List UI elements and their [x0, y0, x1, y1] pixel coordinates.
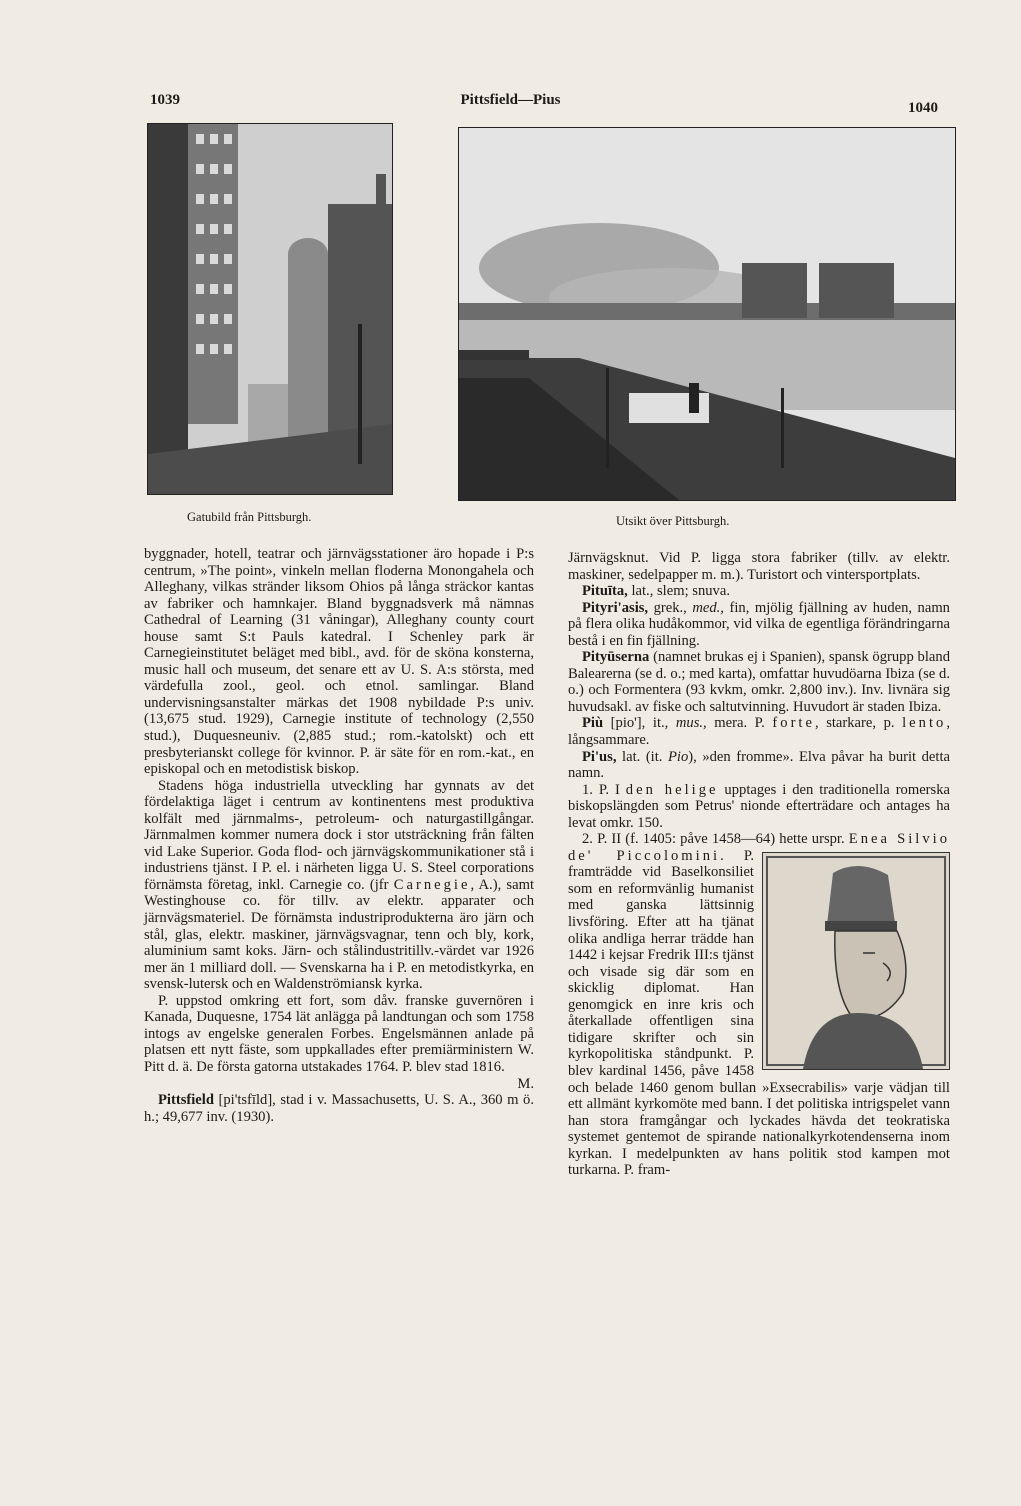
page-number-left: 1039: [150, 92, 180, 108]
entry-pityriasis: [568, 600, 950, 650]
pittsfield-text: [pi'tsfīld], stad i v. Massachusetts, U. S. A., 360 m ö. h.; 49,677 inv. (1930).: [144, 1092, 534, 1125]
right-photo-caption: Utsikt över Pittsburgh.: [616, 514, 730, 528]
pius-pre: lat. (it.: [622, 748, 663, 765]
pityriasis-pre: grek.,: [653, 599, 687, 616]
left-photo-caption: Gatubild från Pittsburgh.: [187, 510, 312, 524]
pius-ii-portrait: [762, 852, 950, 1070]
pius2-text: . P. framträdde vid Baselkonsiliet som en reformvänlig humanist med ganska lättsinnig livsföring. Efter att ha tjänat olika andliga herrar trädde han 1442 i kejsar Fredrik III:s tjänst och visade sig där som en skicklig diplomat. Han genomgick en inre kris och återkallade offentligen sina tidigare skrifter och sin kyrkopolitiska ståndpunkt. P. blev kardinal 1456, påve 1458 och belade 1460 genom bullan »Exsecrabilis» varje vädjan till ett allmänt kyrkomöte med bann. I det politiska intrigspelet vann han stora framgångar och lyckades hävda det teokratiska systemet gentemot de spirande nationalkyrkotendenserna inom kyrkan. I medelpunkten av hans politik stod kampen mot turkarna. P. fram-: [568, 847, 950, 1179]
pityriasis-field: med.,: [692, 599, 724, 616]
river-view-drawing: [459, 128, 955, 500]
street-photo: [147, 123, 393, 495]
paragraph-industry: [144, 778, 534, 993]
piu-mid2: , starkare, p.: [814, 715, 895, 732]
industry-text: Stadens höga industriella utveckling har gynnats av det fördelaktiga läget i centrum av kontinentens mest produktiva kolfält med järnmalms-, petroleum- och naturgastillgångar. Järnmalmen kommer numera dock i stor utsträckning från fälten vid Lake Superior. Goda flod- och järnvägskommunikationer stå i industriens tjänst. I P. el. i närheten ligga U. S. Steel corporations förnämsta företag, inkl. Carnegie co. (jfr: [144, 777, 534, 893]
history-text: P. uppstod omkring ett fort, som dåv. franske guvernören i Kanada, Duquesne, 1754 lät anlägga på landtungan och som 1758 intogs av engelske generalen Forbes. Engelsmännen anlade på platsen ett nytt fäste, som uppkallades efter premiärministern W. Pitt d. ä. De första gatorna utstakades 1764. P. blev stad 1816.: [144, 992, 534, 1075]
entry-pityuserna: [568, 649, 950, 715]
portrait-drawing: [763, 853, 949, 1069]
pius1-epithet: den helige: [625, 781, 719, 798]
left-text-column: [144, 546, 534, 1125]
headword-pius: Pi'us,: [582, 748, 617, 765]
headword-pityriasis: Pityri'asis,: [582, 599, 649, 616]
entry-pittsfield: [144, 1092, 534, 1125]
headword-pittsfield: Pittsfield: [158, 1092, 214, 1109]
piu-field: mus.,: [675, 715, 707, 732]
running-title: Pittsfield—Pius: [460, 92, 561, 108]
river-view-photo: [458, 127, 956, 501]
pius1-pre: 1. P. I: [582, 781, 620, 798]
pituita-text: lat., slem; snuva.: [631, 583, 730, 600]
entry-pius-1: [568, 782, 950, 832]
pittsfield-continued: Järnvägsknut. Vid P. ligga stora fabriker (tillv. av elektr. maskiner, sedelpapper m. m.). Turistort och vintersportplats.: [568, 550, 950, 583]
entry-pius-2: [568, 831, 950, 1178]
headword-pityuserna: Pityūserna: [582, 649, 650, 666]
paragraph-city-centre: byggnader, hotell, teatrar och järnvägsstationer äro hopade i P:s centrum, »The point», vinkeln mellan floderna Monongahela och Alleghany, vilkas stränder liksom Ohios på långa sträckor kantas av fabriker och hamnkajer. Bland byggnadsverk må nämnas Cathedral of Learning (31 våningar), Alleghany county court house samt S:t Pauls katedral. I Schenley park är Carnegieinstitutet beläget med bibl., avd. för de sköna konsterna, music hall och museum, det senare ett av U. S. A:s största, med värdefulla zool., geol. och etnol. samlingar. Bland undervisningsanstalter märkas det 1908 nybildade P:s univ. (13,675 stud. 1929), Carnegie institute of technology (2,550 stud.), Duquesneuniv. (2,885 stud.; rom.-katolskt) och ett presbyterianskt college för kvinnor. P. är säte för en rom.-kat., en episkopal och en metodistisk biskop.: [144, 546, 534, 778]
pius-italian: Pio: [668, 748, 689, 765]
paragraph-history: [144, 992, 534, 1092]
entry-piu: [568, 715, 950, 748]
piu-end: , långsammare.: [568, 715, 950, 749]
piu-lento: lento: [902, 715, 947, 732]
piu-forte: forte: [772, 715, 815, 732]
carnegie-spaced-ref: Carnegie: [393, 876, 471, 893]
pius2-name: Enea Silvio de' Piccolomini: [568, 831, 950, 864]
pius1-text: upptages i den traditionella romerska biskopslängden som Petrus' nionde efterträdare och antages ha levat omkr. 150.: [568, 781, 951, 831]
pityuserna-text: (namnet brukas ej i Spanien), spansk ögrupp bland Balearerna (se d. o.; med karta), omfattar huvudöarna Ibiza (se d. o.) och Formentera (93 kvkm, omkr. 2,800 inv.). Inv. livnära sig huvudsakl. av fiske och saltutvinning. Huvudort är staden Ibiza.: [568, 649, 950, 715]
pius-text: ), »den fromme». Elva påvar ha burit detta namn.: [568, 748, 950, 782]
headword-piu: Più: [582, 715, 604, 732]
street-photo-drawing: [148, 124, 392, 494]
piu-mid: mera. P.: [714, 715, 765, 732]
entry-pius: [568, 749, 950, 782]
entry-pituita: [568, 583, 950, 600]
industry-text-cont: , A.), samt Westinghouse co. för tillv. av elektr. apparater och järnvägsmateriel. De förnämsta industriprodukterna äro järn och stål, glas, elektr. maskiner, järnvägsvagnar, tenn och bly, kork, aluminium samt koks. Järn- och stålindustritillv.-värdet var 1926 mer än 1 milliard doll. — Svenskarna ha i P. en metodistkyrka, en svensk-lutersk och en Waldenströmiansk kyrka.: [144, 876, 534, 993]
right-text-column: [568, 550, 950, 1179]
headword-pituita: Pituīta,: [582, 583, 628, 600]
pius2-pre: 2. P. II (f. 1405: påve 1458—64) hette urspr.: [582, 831, 845, 848]
author-signature: M.: [517, 1075, 534, 1092]
pityriasis-text: fin, mjölig fjällning av huden, namn på flera olika hudåkommor, vid vilka de egentliga förändringarna bestå i en fin fjällning.: [568, 599, 950, 649]
page-number-right: 1040: [908, 100, 938, 116]
piu-pre: [pio'], it.,: [610, 715, 669, 732]
